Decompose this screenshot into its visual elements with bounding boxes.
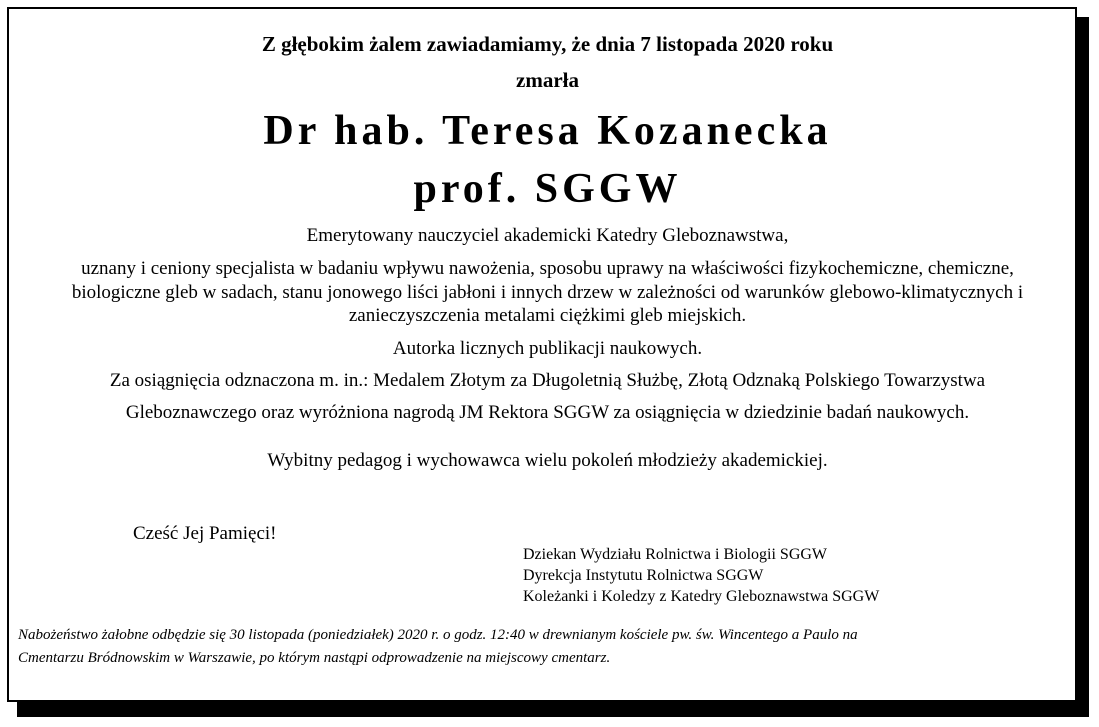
farewell-line: Cześć Jej Pamięci!	[133, 523, 277, 544]
deceased-name: Dr hab. Teresa Kozanecka	[263, 108, 832, 154]
signatory-dean: Dziekan Wydziału Rolnictwa i Biologii SGGW	[523, 546, 828, 563]
description-line-2: biologiczne gleb w sadach, stanu jonowego liści jabłoni i innych drzew w zależności od warunków glebowo-klimatycznych i	[71, 282, 1024, 303]
died-word: zmarła	[516, 68, 579, 92]
description-line-3: zanieczyszczenia metalami ciężkimi gleb miejskich.	[348, 305, 747, 326]
awards-line-2: Gleboznawczego oraz wyróżniona nagrodą JM Rektora SGGW za osiągnięcia w dziedzinie badań naukowych.	[125, 402, 970, 423]
role-line: Emerytowany nauczyciel akademicki Katedry Gleboznawstwa,	[306, 225, 789, 246]
signatory-institute: Dyrekcja Instytutu Rolnictwa SGGW	[523, 567, 764, 584]
signatory-colleagues: Koleżanki i Koledzy z Katedry Gleboznawstwa SGGW	[523, 588, 880, 605]
educator-line: Wybitny pedagog i wychowawca wielu pokoleń młodzieży akademickiej.	[267, 450, 828, 471]
deceased-title: prof. SGGW	[413, 166, 682, 212]
description-line-1: uznany i ceniony specjalista w badaniu wpływu nawożenia, sposobu uprawy na właściwości fizykochemiczne, chemiczne,	[81, 258, 1014, 279]
funeral-info-line-2: Cmentarzu Bródnowskim w Warszawie, po którym nastąpi odprowadzenie na miejscowy cmentarz.	[18, 650, 611, 666]
funeral-info-line-1: Nabożeństwo żałobne odbędzie się 30 listopada (poniedziałek) 2020 r. o godz. 12:40 w drewnianym kościele pw. św. Wincentego a Paulo na	[18, 627, 858, 643]
publications-line: Autorka licznych publikacji naukowych.	[392, 338, 703, 359]
intro-line: Z głębokim żalem zawiadamiamy, że dnia 7 listopada 2020 roku	[261, 32, 834, 56]
awards-line-1: Za osiągnięcia odznaczona m. in.: Medalem Złotym za Długoletnią Służbę, Złotą Odznaką Polskiego Towarzystwa	[109, 370, 986, 391]
